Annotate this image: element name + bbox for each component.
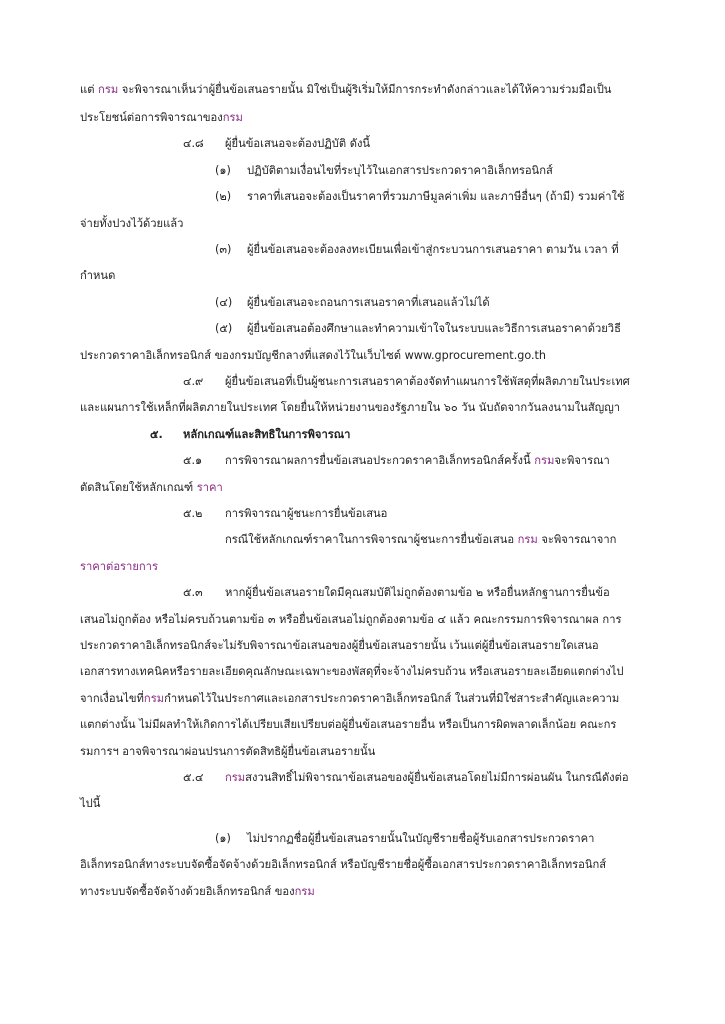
line-text: อิเล็กทรอนิกส์ทางระบบจัดซื้อจัดจ้างด้วยอิเล็กทรอนิกส์ หรือบัญชีรายชื่อผู้ซื้อเอกสารประกวดราคาอิเล็กทรอนิกส์ [80,858,607,871]
department-term: กรม [517,533,538,546]
line-text: เสนอไม่ถูกต้อง หรือไม่ครบถ้วนตามข้อ ๓ หรือยื่นข้อเสนอไม่ถูกต้องตามข้อ ๔ แล้ว คณะกรรมการพิจารณาผล การ [80,613,622,626]
clause-number: ๕.๒ [183,507,203,520]
line-text: จ่ายทั้งปวงไว้ด้วยแล้ว [80,217,184,230]
section-number: ๕. [150,428,163,441]
item-number: (๕) [215,322,233,335]
line-text: ประกวดราคาอิเล็กทรอนิกส์ ของกรมบัญชีกลางที่แสดงไว้ในเว็บไซต์ www.gprocurement.go.th [80,349,547,362]
line-content: ทางระบบจัดซื้อจัดจ้างด้วยอิเล็กทรอนิกส์ ของกรม [80,885,315,898]
line-content: จากเงื่อนไขที่กรมกำหนดไว้ในประกาศและเอกสารประกวดราคาอิเล็กทรอนิกส์ ในส่วนที่มิใช่สาระสำคัญและความ [80,692,620,705]
line-content: ตัดสินโดยใช้หลักเกณฑ์ ราคา [80,481,223,494]
item-text: ไม่ปรากฏชื่อผู้ยื่นข้อเสนอรายนั้นในบัญชีรายชื่อผู้รับเอกสารประกวดราคา [247,832,595,845]
clause-number: ๕.๔ [183,771,204,784]
clause-text: การพิจารณาผู้ชนะการยื่นข้อเสนอ [225,507,388,520]
item-number: (๑) [215,832,231,845]
clause-text: ผู้ยื่นข้อเสนอจะต้องปฏิบัติ ดังนี้ [225,137,371,150]
clause-text: ผู้ยื่นข้อเสนอที่เป็นผู้ชนะการเสนอราคาต้องจัดทำแผนการใช้พัสดุที่ผลิตภายในประเทศ [225,375,630,388]
line-text: ไปนี้ [80,797,101,810]
clause-number: ๕.๓ [183,586,203,599]
item-text: ปฏิบัติตามเงื่อนไขที่ระบุไว้ในเอกสารประกวดราคาอิเล็กทรอนิกส์ [247,164,553,177]
item-number: (๒) [215,190,232,203]
line-text: ประกวดราคาอิเล็กทรอนิกส์จะไม่รับพิจารณาข้อเสนอของผู้ยื่นข้อเสนอรายนั้น เว้นแต่ผู้ยื่นข้อเสนอรายใดเสนอ [80,639,599,652]
criteria-term: ราคาต่อรายการ [80,560,158,573]
item-text: ราคาที่เสนอจะต้องเป็นราคาที่รวมภาษีมูลค่าเพิ่ม และภาษีอื่นๆ (ถ้ามี) รวมค่าใช้ [247,190,625,203]
item-text: ผู้ยื่นข้อเสนอต้องศึกษาและทำความเข้าใจในระบบและวิธีการเสนอราคาด้วยวิธี [247,322,621,335]
item-number: (๑) [215,164,231,177]
clause-text: การพิจารณาผลการยื่นข้อเสนอประกวดราคาอิเล็กทรอนิกส์ครั้งนี้ กรมจะพิจารณา [225,454,610,467]
line-content: กรณีใช้หลักเกณฑ์ราคาในการพิจารณาผู้ชนะการยื่นข้อเสนอ กรม จะพิจารณาจาก [225,533,617,546]
item-number: (๓) [215,243,232,256]
clause-number: ๔.๘ [183,137,204,150]
department-term: กรม [98,83,119,96]
line-text: รมการฯ อาจพิจารณาผ่อนปรนการตัดสิทธิผู้ยื่นข้อเสนอรายนั้น [80,745,376,758]
department-term: กรม [143,692,165,705]
department-term: กรม [225,771,246,784]
line-text: แตกต่างนั้น ไม่มีผลทำให้เกิดการได้เปรียบเสียเปรียบต่อผู้ยื่นข้อเสนอรายอื่น หรือเป็นการผิดพลาดเล็กน้อย คณะกร [80,718,617,731]
clause-text: หากผู้ยื่นข้อเสนอรายใดมีคุณสมบัติไม่ถูกต้องตามข้อ ๒ หรือยื่นหลักฐานการยื่นข้อ [225,586,610,599]
item-text: ผู้ยื่นข้อเสนอจะต้องลงทะเบียนเพื่อเข้าสู่กระบวนการเสนอราคา ตามวัน เวลา ที่ [247,243,619,256]
department-term: กรม [294,885,315,898]
item-text: ผู้ยื่นข้อเสนอจะถอนการเสนอราคาที่เสนอแล้วไม่ได้ [247,296,490,309]
department-term: กรม [222,111,243,124]
line-content: ประโยชน์ต่อการพิจารณาของกรม [80,111,243,124]
criteria-term: ราคา [196,481,223,494]
section-title: หลักเกณฑ์และสิทธิในการพิจารณา [183,428,351,441]
clause-number: ๕.๑ [183,454,203,467]
line-text: และแผนการใช้เหล็กที่ผลิตภายในประเทศ โดยยื่นให้หน่วยงานของรัฐภายใน ๖๐ วัน นับถัดจากวันลงนามในสัญญา [80,401,621,414]
line-content: แต่ กรม จะพิจารณาเห็นว่าผู้ยื่นข้อเสนอรายนั้น มิใช่เป็นผู้ริเริ่มให้มีการกระทำดังกล่าวและได้ให้ความร่วมมือเป็น [80,83,612,96]
item-number: (๔) [215,296,233,309]
clause-number: ๔.๙ [183,375,204,388]
department-term: กรม [534,454,555,467]
line-text: เอกสารทางเทคนิคหรือรายละเอียดคุณลักษณะเฉพาะของพัสดุที่จะจ้างไม่ครบถ้วน หรือเสนอรายละเอียดแตกต่างไป [80,665,624,678]
line-text: กำหนด [80,269,116,282]
clause-text: กรมสงวนสิทธิ์ไม่พิจารณาข้อเสนอของผู้ยื่นข้อเสนอโดยไม่มีการผ่อนผัน ในกรณีดังต่อ [225,771,629,784]
